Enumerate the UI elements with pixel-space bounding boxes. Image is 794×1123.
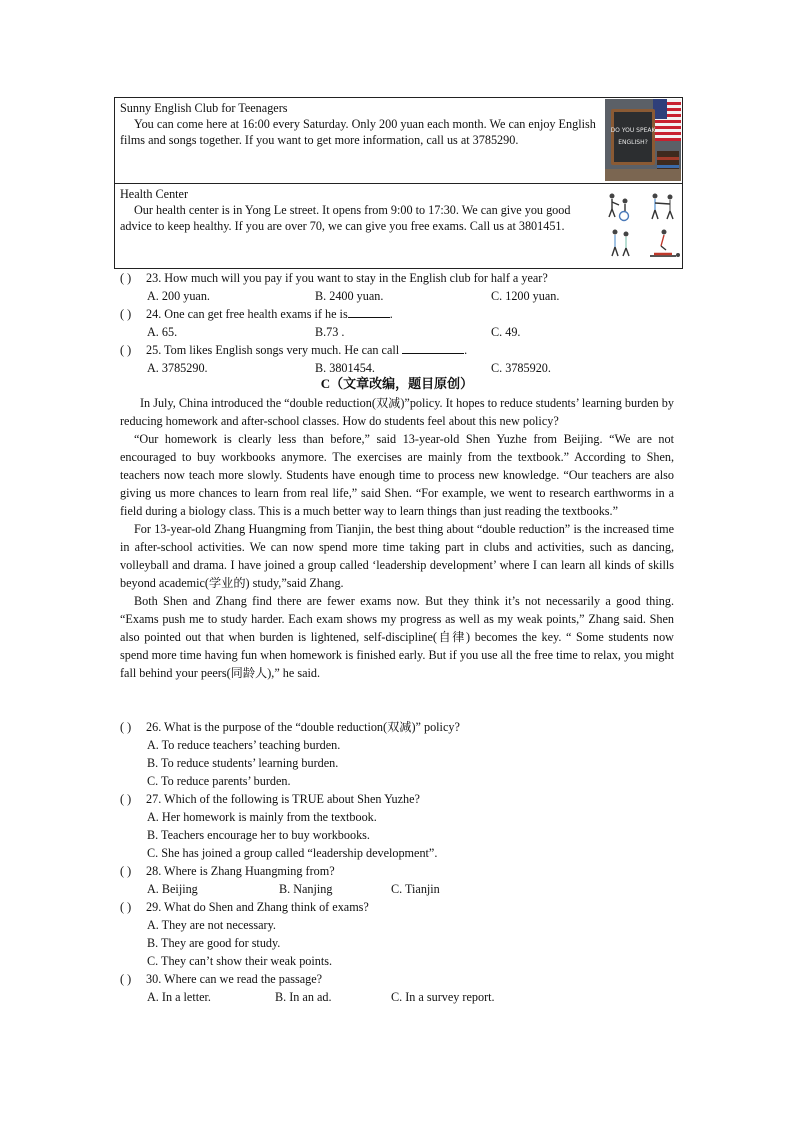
health-people-image [606,192,680,264]
reading-passage [120,394,674,682]
option-b: B. In an ad. [275,990,332,1004]
option-c: C. 3785920. [491,361,551,375]
chalkboard-sign-line1: DO YOU SPEAK [610,127,656,134]
answer-bracket[interactable]: ( ) [120,271,132,285]
option-c: C. She has joined a group called “leadership development”. [147,846,438,860]
answer-bracket[interactable]: ( ) [120,343,132,357]
option-a: A. 3785290. [147,361,208,375]
answer-bracket[interactable]: ( ) [120,720,132,734]
option-b: B.73 . [315,325,345,339]
chalkboard-sign-line2: ENGLISH? [618,139,648,146]
answer-bracket[interactable]: ( ) [120,864,132,878]
option-a: A. 200 yuan. [147,289,210,303]
option-c: C. In a survey report. [391,990,495,1004]
questions-26-30 [120,718,680,1006]
doctor-figure [612,230,629,257]
option-b: B. 2400 yuan. [315,289,384,303]
questions-23-25 [120,269,680,377]
fill-blank [402,342,464,354]
ad-body: You can come here at 16:00 every Saturday. Only 200 yuan each month. We can enjoy English films and songs together. If you want to get more information, call us at 3785290. [120,117,596,147]
option-c: C. They can’t show their weak points. [147,954,333,968]
question-28-options [120,880,680,898]
question-stem: 26. What is the purpose of the “double reduction(双减)” policy? [146,720,460,734]
option-b: B. 3801454. [315,361,375,375]
question-24 [120,305,680,323]
question-stem: 30. Where can we read the passage? [146,972,323,986]
question-stem: 29. What do Shen and Zhang think of exams? [146,900,369,914]
question-30 [120,970,680,988]
ad-title: Health Center [120,187,189,201]
passage-paragraph-3: For 13-year-old Zhang Huangming from Tianjin, the best thing about “double reduction” is the increased time in after-school activities. We can now spend more time taking part in clubs and activities, such as dancing, volleyball and drama. I have joined a group called ‘leadership development’ where I can learn all kinds of skills beyond academic(学业的) study,”said Zhang. [120,522,674,590]
option-b: B. To reduce students’ learning burden. [147,756,339,770]
option-b: B. Teachers encourage her to buy workbooks. [147,828,370,842]
ad-title: Sunny English Club for Teenagers [120,101,288,115]
question-stem: 25. Tom likes English songs very much. He can call [146,343,403,357]
section-c-title: C（文章改编，题目原创） [320,376,474,391]
two-people-figure [652,194,673,220]
question-stem: 28. Where is Zhang Huangming from? [146,864,335,878]
answer-bracket[interactable]: ( ) [120,972,132,986]
option-b: B. Nanjing [279,882,333,896]
option-c: C. To reduce parents’ burden. [147,774,291,788]
chalkboard-english-image [605,99,681,181]
question-28 [120,862,680,880]
ad-health-center [115,184,682,268]
question-23 [120,269,680,287]
question-stem: 23. How much will you pay if you want to stay in the English club for half a year? [146,271,548,285]
option-c: C. Tianjin [391,882,440,896]
option-a: A. 65. [147,325,178,339]
question-25 [120,341,680,359]
stem-end: . [389,307,393,321]
stem-end: . [464,343,468,357]
answer-bracket[interactable]: ( ) [120,307,132,321]
answer-bracket[interactable]: ( ) [120,900,132,914]
question-30-options [120,988,680,1006]
option-a: A. They are not necessary. [147,918,276,932]
question-24-options [120,323,680,341]
ads-table [114,97,683,269]
passage-paragraph-1: In July, China introduced the “double reduction(双减)”policy. It hopes to reduce students’ learning burden by reducing homework and after-school classes. How do students feel about this new policy? [120,396,674,428]
option-a: A. To reduce teachers’ teaching burden. [147,738,341,752]
question-stem: 24. One can get free health exams if he is [146,307,348,321]
passage-paragraph-4: Both Shen and Zhang find there are fewer exams now. But they think it’s not necessarily a good thing. “Exams push me to study harder. Each exam shows my progress as well as my weak points,” Zhang said. Shen also pointed out that when burden is lightened, self-discipline(自律) becomes the key. “ Some students now spend more time having fun when homework is finished early. But if you use all the free time to relax, you might fall behind your peers(同龄人),” he said. [120,594,674,680]
option-b: B. They are good for study. [147,936,281,950]
question-stem: 27. Which of the following is TRUE about Shen Yuzhe? [146,792,420,806]
option-a: A. Beijing [147,882,198,896]
wheelchair-figure [609,194,629,221]
option-a: A. In a letter. [147,990,211,1004]
first-aid-figure [650,230,680,258]
ad-body: Our health center is in Yong Le street. It opens from 9:00 to 17:30. We can give you good advice to keep healthy. If you are over 70, we can give you free exams. Call us at 3801451. [120,203,571,233]
question-26 [120,718,680,736]
option-c: C. 1200 yuan. [491,289,560,303]
question-27 [120,790,680,808]
option-a: A. Her homework is mainly from the textbook. [147,810,377,824]
passage-paragraph-2: “Our homework is clearly less than before,” said 13-year-old Shen Yuzhe from Beijing. “We are not encouraged to buy workbooks anymore. The exercises are mainly from the textbook.” According to Shen, teachers now teach more slowly. Students have enough time to process new knowledge. “Our teachers are also giving us more chances to learn from real life,” said Shen. “For example, we went to research earthworms in a field during a biology class. This is a much better way to learn things than just reading the textbooks.” [120,432,674,518]
question-29 [120,898,680,916]
ad-english-club [115,98,682,184]
question-23-options [120,287,680,305]
answer-bracket[interactable]: ( ) [120,792,132,806]
fill-blank [348,306,390,318]
option-c: C. 49. [491,325,521,339]
